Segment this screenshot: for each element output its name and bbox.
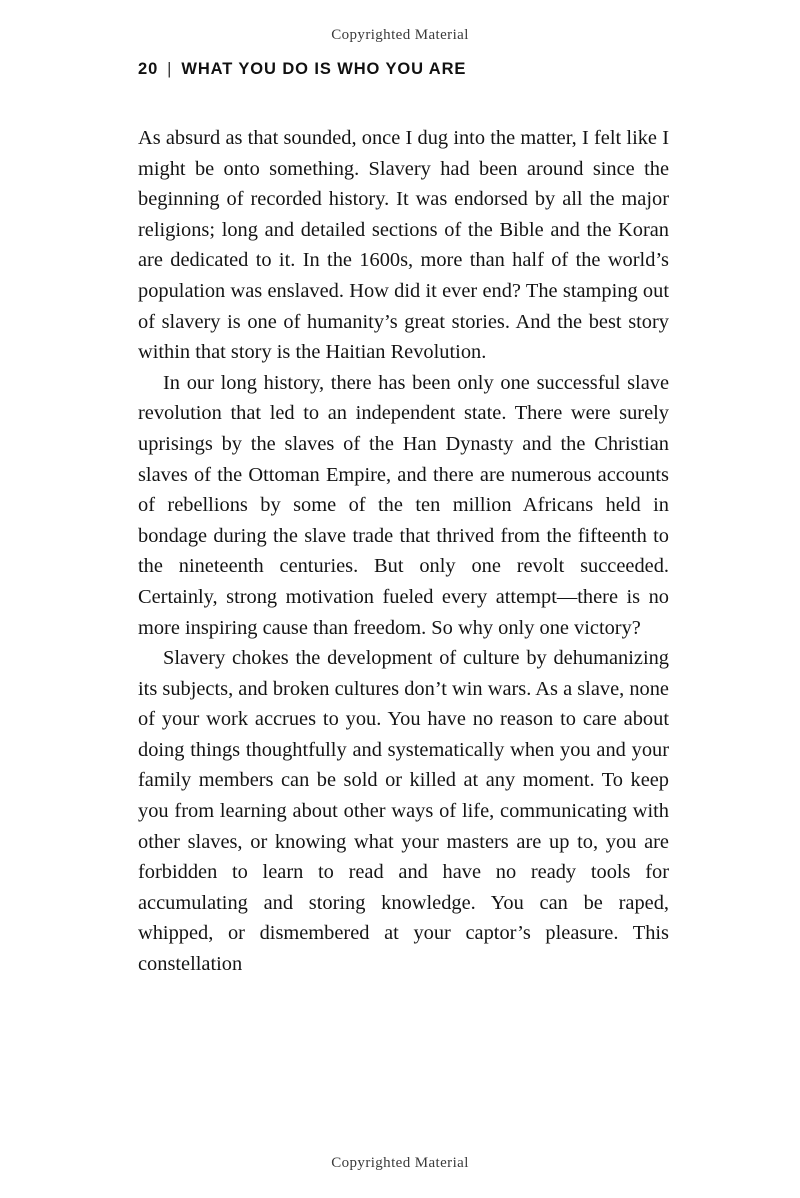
paragraph: Slavery chokes the development of culture by dehumanizing its subjects, and broken cultures don’t win wars. As a slave, none of your work accrues to you. You have no reason to care about doing things thoughtfully and systematically when you and your family members can be sold or killed at any moment. To keep you from learning about other ways of life, communicating with other slaves, or knowing what your masters are up to, you are forbidden to learn to read and have no ready tools for accumulating and storing knowledge. You can be raped, whipped, or dismembered at your captor’s pleasure. This constellation xyxy=(138,647,669,976)
book-title: WHAT YOU DO IS WHO YOU ARE xyxy=(181,60,467,78)
body-text xyxy=(138,123,669,980)
paragraph: In our long history, there has been only one successful slave revolution that led to an independent state. There were surely uprisings by the slaves of the Han Dynasty and the Christian slaves of the Ottoman Empire, and there are numerous accounts of rebellions by some of the ten million Africans held in bondage during the slave trade that thrived from the fifteenth to the nineteenth centuries. But only one revolt succeeded. Certainly, strong motivation fueled every attempt—there is no more inspiring cause than freedom. So why only one victory? xyxy=(138,371,669,639)
copyright-watermark-top: Copyrighted Material xyxy=(331,27,469,43)
copyright-watermark-bottom: Copyrighted Material xyxy=(331,1155,469,1171)
running-head xyxy=(138,60,669,79)
paragraph: As absurd as that sounded, once I dug into the matter, I felt like I might be onto something. Slavery had been around since the beginning of recorded history. It was endorsed by all the major religions; long and detailed sections of the Bible and the Koran are dedicated to it. In the 1600s, more than half of the world’s population was enslaved. How did it ever end? The stamping out of slavery is one of humanity’s great stories. And the best story within that story is the Haitian Revolution. xyxy=(138,127,669,364)
page-number: 20 xyxy=(138,60,159,78)
running-head-separator: | xyxy=(167,60,173,78)
page-content xyxy=(138,60,669,980)
